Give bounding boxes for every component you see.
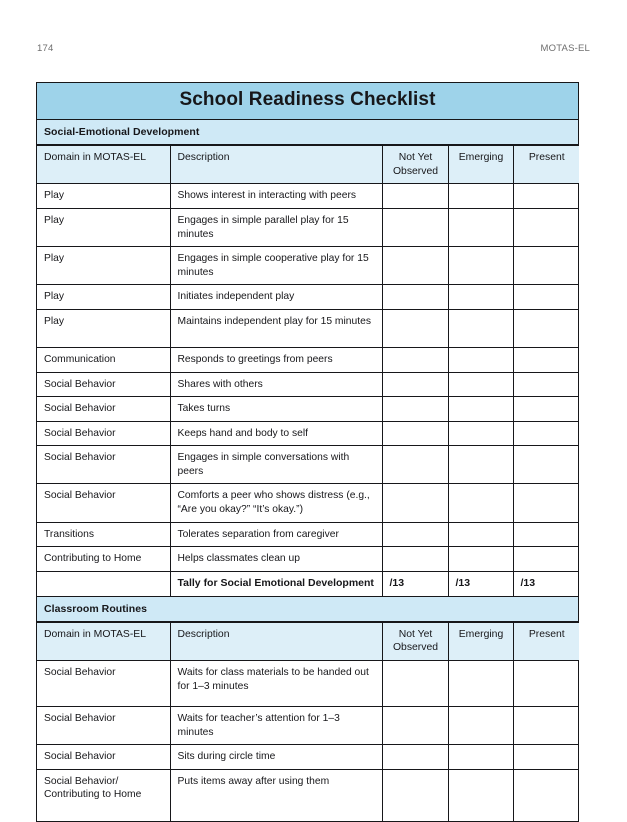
section-heading-social-emotional: Social-Emotional Development (37, 120, 578, 145)
checkbox-cell-not-yet-observed[interactable] (382, 446, 448, 484)
checkbox-cell-present[interactable] (513, 547, 579, 572)
table-row (37, 745, 579, 770)
cell-description: Engages in simple parallel play for 15 minutes (170, 209, 382, 247)
tally-label: Tally for Social Emotional Development (170, 571, 382, 595)
checkbox-cell-present[interactable] (513, 184, 579, 209)
col-header-not-yet-observed-line1: Not Yet (398, 628, 433, 640)
checkbox-cell-present[interactable] (513, 446, 579, 484)
cell-domain: Play (37, 209, 170, 247)
table-row (37, 522, 579, 547)
checkbox-cell-present[interactable] (513, 372, 579, 397)
checkbox-cell-present[interactable] (513, 484, 579, 522)
cell-description: Keeps hand and body to self (170, 421, 382, 446)
table-row (37, 397, 579, 422)
tally-score-emerging[interactable]: /13 (448, 571, 513, 595)
checkbox-cell-emerging[interactable] (448, 745, 513, 770)
checkbox-cell-emerging[interactable] (448, 769, 513, 821)
cell-domain: Social Behavior (37, 372, 170, 397)
cell-domain: Social Behavior (37, 484, 170, 522)
checkbox-cell-present[interactable] (513, 397, 579, 422)
table-row (37, 547, 579, 572)
cell-description: Waits for teacher’s attention for 1–3 minutes (170, 707, 382, 745)
tally-score-present[interactable]: /13 (513, 571, 579, 595)
table-header-row (37, 146, 579, 184)
table-row (37, 661, 579, 707)
cell-description: Puts items away after using them (170, 769, 382, 821)
tally-score-not-yet-observed[interactable]: /13 (382, 571, 448, 595)
tally-row (37, 571, 579, 595)
checkbox-cell-emerging[interactable] (448, 522, 513, 547)
checkbox-cell-emerging[interactable] (448, 347, 513, 372)
table-row (37, 285, 579, 310)
col-header-not-yet-observed (382, 146, 448, 184)
checkbox-cell-not-yet-observed[interactable] (382, 484, 448, 522)
col-header-description: Description (170, 622, 382, 660)
table-row (37, 446, 579, 484)
cell-description: Takes turns (170, 397, 382, 422)
checkbox-cell-not-yet-observed[interactable] (382, 309, 448, 347)
table-row (37, 347, 579, 372)
checkbox-cell-present[interactable] (513, 745, 579, 770)
cell-description: Shows interest in interacting with peers (170, 184, 382, 209)
page-number: 174 (37, 42, 54, 54)
table-row (37, 707, 579, 745)
tally-spacer (37, 571, 170, 595)
checkbox-cell-emerging[interactable] (448, 484, 513, 522)
table-row (37, 769, 579, 821)
checkbox-cell-emerging[interactable] (448, 285, 513, 310)
cell-description: Engages in simple cooperative play for 15 minutes (170, 247, 382, 285)
checkbox-cell-present[interactable] (513, 309, 579, 347)
col-header-emerging: Emerging (448, 146, 513, 184)
checkbox-cell-not-yet-observed[interactable] (382, 547, 448, 572)
col-header-description: Description (170, 146, 382, 184)
cell-description: Responds to greetings from peers (170, 347, 382, 372)
checkbox-cell-not-yet-observed[interactable] (382, 209, 448, 247)
cell-description: Engages in simple conversations with peers (170, 446, 382, 484)
section-table-social-emotional (37, 145, 579, 596)
book-title: MOTAS-EL (540, 42, 590, 54)
section-heading-classroom-routines: Classroom Routines (37, 596, 578, 622)
checkbox-cell-emerging[interactable] (448, 184, 513, 209)
checkbox-cell-emerging[interactable] (448, 209, 513, 247)
table-row (37, 484, 579, 522)
checkbox-cell-not-yet-observed[interactable] (382, 661, 448, 707)
cell-domain: Play (37, 247, 170, 285)
table-row (37, 184, 579, 209)
checkbox-cell-not-yet-observed[interactable] (382, 247, 448, 285)
checkbox-cell-emerging[interactable] (448, 661, 513, 707)
col-header-not-yet-observed-line1: Not Yet (398, 152, 433, 163)
cell-domain: Play (37, 184, 170, 209)
table-row (37, 421, 579, 446)
checkbox-cell-emerging[interactable] (448, 446, 513, 484)
checkbox-cell-emerging[interactable] (448, 421, 513, 446)
col-header-domain: Domain in MOTAS-EL (37, 146, 170, 184)
checkbox-cell-present[interactable] (513, 209, 579, 247)
table-row (37, 309, 579, 347)
cell-domain: Social Behavior (37, 661, 170, 707)
col-header-not-yet-observed (382, 622, 448, 660)
checkbox-cell-present[interactable] (513, 661, 579, 707)
cell-domain: Social Behavior (37, 745, 170, 770)
col-header-present: Present (513, 146, 579, 184)
checkbox-cell-not-yet-observed[interactable] (382, 421, 448, 446)
checkbox-cell-not-yet-observed[interactable] (382, 707, 448, 745)
checkbox-cell-present[interactable] (513, 421, 579, 446)
cell-domain: Social Behavior (37, 397, 170, 422)
checkbox-cell-emerging[interactable] (448, 707, 513, 745)
cell-domain: Contributing to Home (37, 547, 170, 572)
cell-description: Initiates independent play (170, 285, 382, 310)
section-table-classroom-routines (37, 622, 579, 822)
checkbox-cell-present[interactable] (513, 347, 579, 372)
cell-description: Waits for class materials to be handed out for 1–3 minutes (170, 661, 382, 707)
cell-domain: Play (37, 285, 170, 310)
cell-description: Comforts a peer who shows distress (e.g., “Are you okay?” “It’s okay.”) (170, 484, 382, 522)
table-row (37, 247, 579, 285)
col-header-not-yet-observed-line2: Observed (392, 165, 439, 177)
checkbox-cell-not-yet-observed[interactable] (382, 397, 448, 422)
col-header-not-yet-observed-line2: Observed (392, 642, 439, 654)
col-header-present: Present (513, 622, 579, 660)
checkbox-cell-not-yet-observed[interactable] (382, 745, 448, 770)
school-readiness-checklist (36, 82, 579, 822)
checkbox-cell-not-yet-observed[interactable] (382, 372, 448, 397)
checkbox-cell-emerging[interactable] (448, 247, 513, 285)
checkbox-cell-not-yet-observed[interactable] (382, 769, 448, 821)
checkbox-cell-present[interactable] (513, 522, 579, 547)
cell-description: Shares with others (170, 372, 382, 397)
checkbox-cell-not-yet-observed[interactable] (382, 347, 448, 372)
checkbox-cell-present[interactable] (513, 707, 579, 745)
col-header-domain: Domain in MOTAS-EL (37, 622, 170, 660)
checkbox-cell-not-yet-observed[interactable] (382, 522, 448, 547)
cell-description: Sits during circle time (170, 745, 382, 770)
cell-description: Tolerates separation from caregiver (170, 522, 382, 547)
cell-domain: Transitions (37, 522, 170, 547)
checkbox-cell-emerging[interactable] (448, 309, 513, 347)
cell-domain: Communication (37, 347, 170, 372)
cell-domain: Social Behavior/ Contributing to Home (37, 769, 170, 821)
checkbox-cell-not-yet-observed[interactable] (382, 285, 448, 310)
checkbox-cell-present[interactable] (513, 285, 579, 310)
checkbox-cell-emerging[interactable] (448, 397, 513, 422)
checkbox-cell-present[interactable] (513, 769, 579, 821)
table-header-row (37, 622, 579, 660)
checkbox-cell-not-yet-observed[interactable] (382, 184, 448, 209)
checkbox-cell-emerging[interactable] (448, 547, 513, 572)
table-row (37, 372, 579, 397)
running-head (37, 40, 590, 56)
cell-domain: Play (37, 309, 170, 347)
cell-domain: Social Behavior (37, 707, 170, 745)
cell-description: Maintains independent play for 15 minutes (170, 309, 382, 347)
cell-description: Helps classmates clean up (170, 547, 382, 572)
checklist-title: School Readiness Checklist (37, 83, 578, 120)
checkbox-cell-emerging[interactable] (448, 372, 513, 397)
checkbox-cell-present[interactable] (513, 247, 579, 285)
cell-domain: Social Behavior (37, 446, 170, 484)
table-row (37, 209, 579, 247)
cell-domain: Social Behavior (37, 421, 170, 446)
col-header-emerging: Emerging (448, 622, 513, 660)
